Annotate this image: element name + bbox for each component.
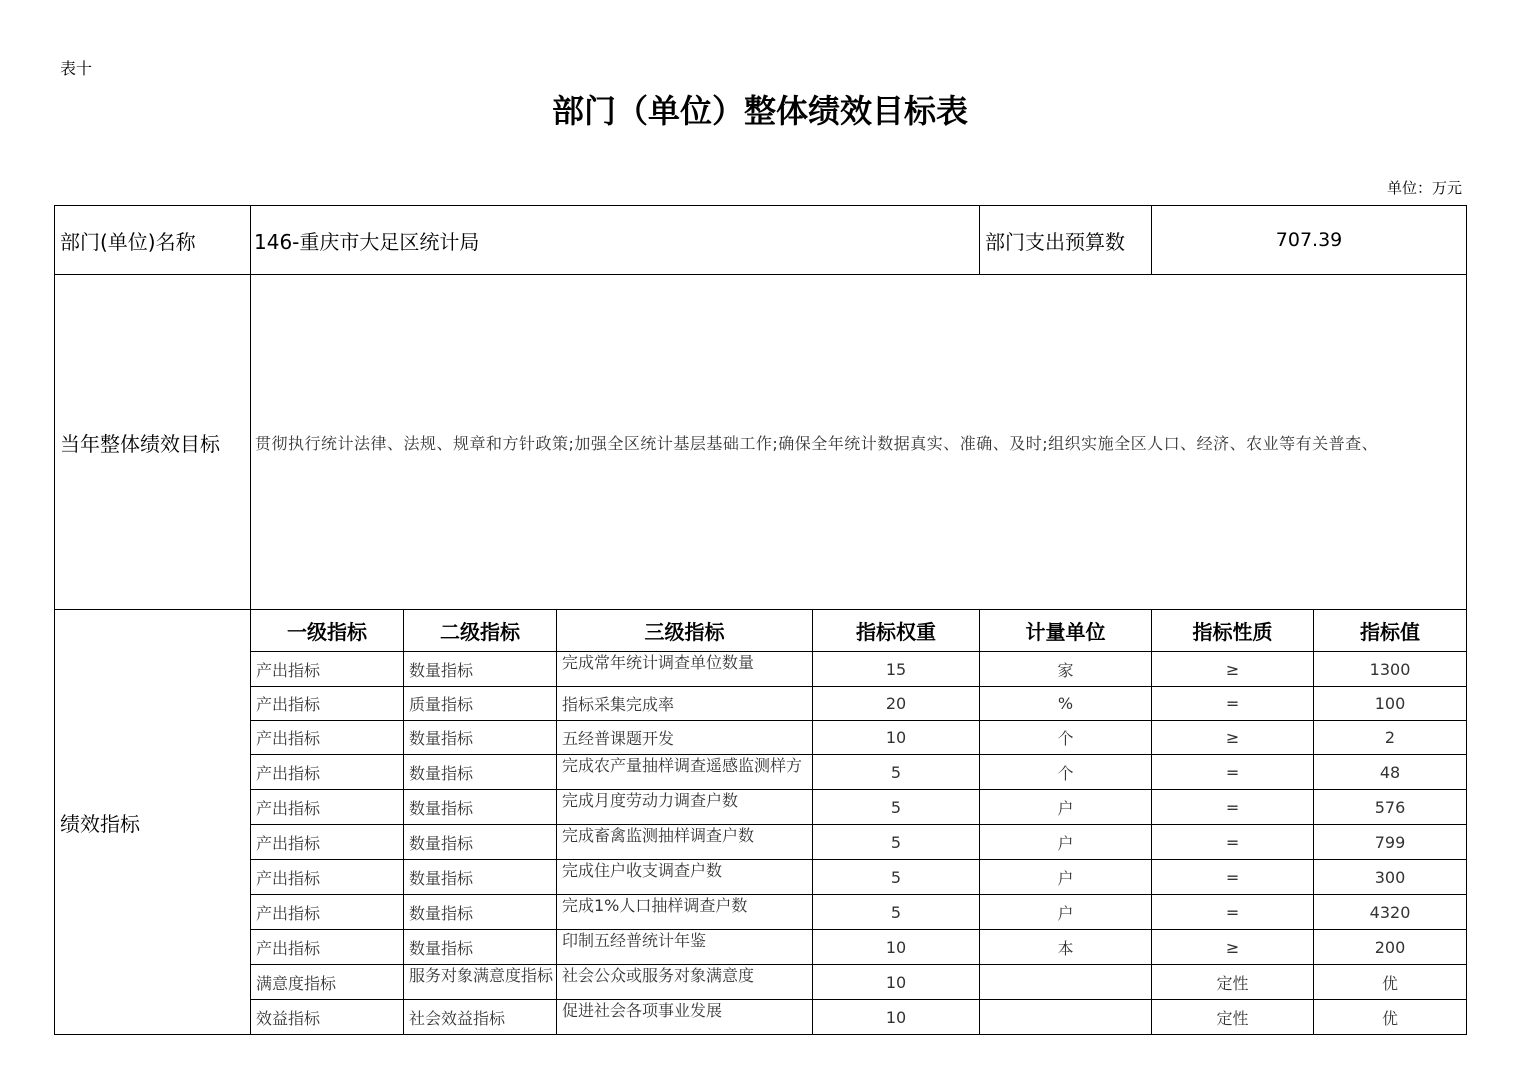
level3-text: 完成月度劳动力调查户数 <box>562 791 739 810</box>
nature-cell: = <box>1152 895 1314 930</box>
weight-cell: 5 <box>813 895 980 930</box>
nature-cell: ≥ <box>1152 652 1314 687</box>
level2-cell <box>404 965 557 1000</box>
level2-cell: 数量指标 <box>404 825 557 860</box>
col-header-level2: 二级指标 <box>404 610 557 652</box>
nature-cell: = <box>1152 755 1314 790</box>
budget-label: 部门支出预算数 <box>980 206 1152 275</box>
level1-cell: 满意度指标 <box>251 965 404 1000</box>
table-row <box>55 825 1467 860</box>
level2-cell: 数量指标 <box>404 895 557 930</box>
col-header-level1: 一级指标 <box>251 610 404 652</box>
level2-cell: 数量指标 <box>404 652 557 687</box>
level3-cell <box>557 965 813 1000</box>
weight-cell: 10 <box>813 721 980 755</box>
level2-cell: 数量指标 <box>404 930 557 965</box>
nature-cell: = <box>1152 860 1314 895</box>
col-header-nature: 指标性质 <box>1152 610 1314 652</box>
weight-cell: 5 <box>813 790 980 825</box>
dept-name-value: 146-重庆市大足区统计局 <box>251 206 980 275</box>
level3-cell <box>557 825 813 860</box>
unit-cell <box>980 1000 1152 1035</box>
level3-text: 完成农产量抽样调查遥感监测样方 <box>562 756 803 775</box>
table-number-label: 表十 <box>60 59 93 78</box>
level3-text: 完成常年统计调查单位数量 <box>562 653 755 672</box>
level3-text: 完成住户收支调查户数 <box>562 861 723 880</box>
value-cell: 576 <box>1314 790 1467 825</box>
level3-cell <box>557 860 813 895</box>
table-row <box>55 965 1467 1000</box>
nature-cell: ≥ <box>1152 930 1314 965</box>
level1-cell: 效益指标 <box>251 1000 404 1035</box>
level3-cell <box>557 1000 813 1035</box>
level1-cell: 产出指标 <box>251 825 404 860</box>
table-row <box>55 652 1467 687</box>
weight-cell: 5 <box>813 825 980 860</box>
value-cell: 优 <box>1314 1000 1467 1035</box>
nature-cell: = <box>1152 790 1314 825</box>
nature-cell: ≥ <box>1152 721 1314 755</box>
unit-cell: % <box>980 687 1152 721</box>
weight-cell: 15 <box>813 652 980 687</box>
level3-text: 完成畜禽监测抽样调查户数 <box>562 826 755 845</box>
value-cell: 200 <box>1314 930 1467 965</box>
col-header-unit: 计量单位 <box>980 610 1152 652</box>
nature-cell: = <box>1152 825 1314 860</box>
level3-cell: 指标采集完成率 <box>557 687 813 721</box>
level3-text: 促进社会各项事业发展 <box>562 1001 723 1020</box>
performance-target-table <box>54 205 1467 1035</box>
level1-cell: 产出指标 <box>251 895 404 930</box>
level3-text: 社会公众或服务对象满意度 <box>562 966 755 985</box>
value-cell: 300 <box>1314 860 1467 895</box>
unit-cell: 户 <box>980 895 1152 930</box>
value-cell: 799 <box>1314 825 1467 860</box>
value-cell: 100 <box>1314 687 1467 721</box>
col-header-level3: 三级指标 <box>557 610 813 652</box>
nature-cell: 定性 <box>1152 965 1314 1000</box>
level1-cell: 产出指标 <box>251 755 404 790</box>
unit-cell: 户 <box>980 860 1152 895</box>
table-row <box>55 895 1467 930</box>
unit-label: 单位：万元 <box>1386 179 1462 197</box>
weight-cell: 10 <box>813 965 980 1000</box>
col-header-weight: 指标权重 <box>813 610 980 652</box>
table-row <box>55 687 1467 721</box>
indicators-label: 绩效指标 <box>55 610 251 1035</box>
level3-cell <box>557 652 813 687</box>
unit-cell <box>980 965 1152 1000</box>
level1-cell: 产出指标 <box>251 721 404 755</box>
value-cell: 48 <box>1314 755 1467 790</box>
level3-cell <box>557 930 813 965</box>
level3-cell: 五经普课题开发 <box>557 721 813 755</box>
value-cell: 优 <box>1314 965 1467 1000</box>
unit-cell: 户 <box>980 790 1152 825</box>
level3-text: 印制五经普统计年鉴 <box>562 931 707 950</box>
dept-name-label: 部门(单位)名称 <box>55 206 251 275</box>
unit-cell: 家 <box>980 652 1152 687</box>
level2-text: 服务对象满意度指标 <box>409 966 554 985</box>
weight-cell: 5 <box>813 860 980 895</box>
weight-cell: 10 <box>813 930 980 965</box>
level2-cell: 数量指标 <box>404 721 557 755</box>
weight-cell: 20 <box>813 687 980 721</box>
unit-cell: 个 <box>980 721 1152 755</box>
value-cell: 4320 <box>1314 895 1467 930</box>
table-row <box>55 930 1467 965</box>
weight-cell: 5 <box>813 755 980 790</box>
level3-cell <box>557 755 813 790</box>
nature-cell: 定性 <box>1152 1000 1314 1035</box>
budget-value: 707.39 <box>1152 206 1467 275</box>
level1-cell: 产出指标 <box>251 930 404 965</box>
unit-cell: 本 <box>980 930 1152 965</box>
level2-cell: 数量指标 <box>404 860 557 895</box>
unit-cell: 户 <box>980 825 1152 860</box>
value-cell: 2 <box>1314 721 1467 755</box>
value-cell: 1300 <box>1314 652 1467 687</box>
level2-cell: 社会效益指标 <box>404 1000 557 1035</box>
table-row <box>55 721 1467 755</box>
annual-goal-label: 当年整体绩效目标 <box>55 275 251 610</box>
unit-cell: 个 <box>980 755 1152 790</box>
level2-cell: 数量指标 <box>404 790 557 825</box>
table-row <box>55 1000 1467 1035</box>
level1-cell: 产出指标 <box>251 652 404 687</box>
col-header-value: 指标值 <box>1314 610 1467 652</box>
table-row <box>55 790 1467 825</box>
annual-goal-text: 贯彻执行统计法律、法规、规章和方针政策;加强全区统计基层基础工作;确保全年统计数据真实、准确、及时;组织实施全区人口、经济、农业等有关普查、 <box>251 275 1467 610</box>
page-title: 部门（单位）整体绩效目标表 <box>551 92 968 130</box>
level3-cell <box>557 895 813 930</box>
level3-cell <box>557 790 813 825</box>
nature-cell: = <box>1152 687 1314 721</box>
level3-text: 完成1%人口抽样调查户数 <box>562 896 748 915</box>
table-row <box>55 860 1467 895</box>
level1-cell: 产出指标 <box>251 790 404 825</box>
level2-cell: 质量指标 <box>404 687 557 721</box>
level1-cell: 产出指标 <box>251 687 404 721</box>
weight-cell: 10 <box>813 1000 980 1035</box>
level2-cell: 数量指标 <box>404 755 557 790</box>
table-row <box>55 755 1467 790</box>
level1-cell: 产出指标 <box>251 860 404 895</box>
